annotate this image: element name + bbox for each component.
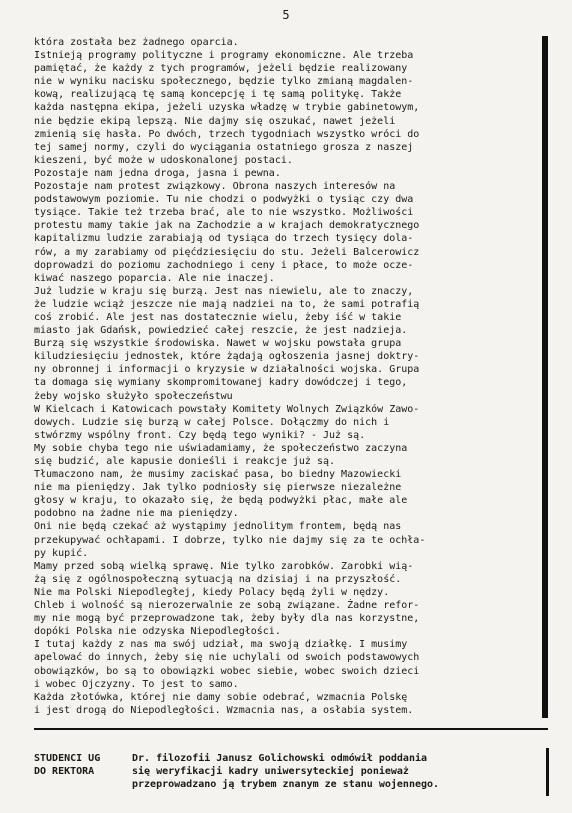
text-line: I tutaj każdy z nas ma swój udział, ma swoją działkę. I musimy [34,639,408,651]
text-line: Istnieją programy polityczne i programy ekonomiczne. Ale trzeba [34,50,414,62]
text-line: się budzić, ale kapusie donieśli i reakcje już są. [34,456,336,467]
notice-text [132,752,552,792]
text-line: tysiące. Takie też trzeba brać, ale to nie wszystko. Możliwości [34,207,414,219]
text-line: przekupywać ochłapami. I dobrze, tylko nie dajmy się za te ochła- [34,534,426,546]
notice-rule [546,748,549,796]
text-line: Tłumaczono nam, że musimy zaciskać pasa, bo biedny Mazowiecki [34,469,402,481]
text-line: kiwać naszego poparcia. Ale nie inaczej. [34,272,275,284]
text-line: Oni nie będą czekać aż wystąpimy jednolitym frontem, będą nas [34,521,402,533]
text-line: która została bez żadnego oparcia. [34,37,239,48]
text-line: żą się z ogólnospołeczną sytuacją na dzisiaj i na przyszłość. [34,573,402,585]
text-line: kapitalizmu ludzie zarabiają od tysiąca do trzech tysięcy dola- [34,233,414,245]
horizontal-rule [34,728,548,730]
text-line: tej samej normy, czyli do wyciągania ostatniego grosza z naszej [34,141,414,153]
text-line: podstawowym poziomie. Tu nie chodzi o podwyżki o tysiąc czy dwa [34,194,414,206]
notice-heading-line: DO REKTORA [34,766,95,777]
text-line: dowych. Ludzie się burzą w całej Polsce. Dołączmy do nich i [34,416,390,428]
text-line: doprowadzi do poziomu zachodniego i ceny i płace, to może ocze- [34,259,414,271]
text-line: nie w wyniku nacisku społecznego, będzie tylko zmianą magdalen- [34,76,414,88]
text-line: Nie ma Polski Niepodległej, kiedy Polacy będą żyli w nędzy. [34,586,390,598]
text-line: My sobie chyba tego nie uświadamiamy, że społeczeństwo zaczyna [34,442,408,454]
notice-line: się weryfikacji kadry uniwersyteckiej ponieważ [132,766,409,778]
text-line: dopóki Polska nie odzyska Niepodległości. [34,626,281,638]
text-line: Pozostaje nam protest związkowy. Obrona naszych interesów na [34,181,396,193]
text-line: stwórzmy wspólny front. Czy będą tego wyniki? - Już są. [34,429,366,441]
text-line: żeby wojsko służyło społeczeństwu [34,390,233,402]
text-line: każda następna ekipa, jeżeli uzyska władzę w trybie gabinetowym, [34,102,420,114]
notice-line: przeprowadzano ją trybem znanym ze stanu wojennego. [132,779,440,791]
text-line: i wobec Ojczyzny. To jest to samo. [34,678,239,690]
page-number: 5 [282,8,290,22]
text-line: Już ludzie w kraju się burzą. Jest nas niewielu, ale to znaczy, [34,285,414,297]
text-line: nie ma pieniędzy. Jak tylko podniosły się pierwsze niezależne [34,482,402,494]
notice-heading [34,752,122,778]
text-line: py kupić. [34,547,89,559]
text-line: ny obronnej i informacji o kryzysie w działalności wojska. Grupa [34,364,420,376]
vertical-rule [542,36,548,718]
text-line: my nie mogą być przeprowadzone tak, żeby były dla nas korzystne, [34,613,420,625]
text-line: zmienią się hasła. Po dwóch, trzech tygodniach wszystko wróci do [34,128,420,140]
text-line: pamiętać, że każdy z tych programów, jeżeli będzie realizowany [34,63,408,75]
text-line: podobno na żadne nie ma pieniędzy. [34,508,239,520]
text-line: apelować do innych, żeby się nie uchylali od swoich podstawowych [34,652,420,664]
text-line: Pozostaje nam jedna droga, jasna i pewna. [34,167,281,179]
notice-heading-line: STUDENCI UG [34,753,101,764]
text-line: protestu mamy takie jak na Zachodzie a w krajach demokratycznego [34,220,420,232]
text-line: Chleb i wolność są nierozerwalnie ze sobą związane. Żadne refor- [34,600,420,612]
text-line: rów, a my zarabiamy od pięćdziesięciu do stu. Jeżeli Balcerowicz [34,246,420,258]
text-line: kową, realizującą tę samą koncepcję i tę samą politykę. Także [34,89,402,101]
notice-line: Dr. filozofii Janusz Golichowski odmówił poddania [132,753,428,764]
text-line: Każda złotówka, której nie damy sobie odebrać, wzmacnia Polskę [34,691,408,703]
text-line: Mamy przed sobą wielką sprawę. Nie tylko zarobków. Zarobki wią- [34,560,414,572]
text-line: Burzą się wszystkie środowiska. Nawet w wojsku powstała grupa [34,338,402,350]
text-line: że ludzie wciąż jeszcze nie mają nadziei na to, że sami potrafią [34,298,420,310]
article-body [34,36,534,717]
text-line: kieszeni, być może w udoskonalonej postaci. [34,154,293,166]
text-line: coś zrobić. Ale jest nas dostatecznie wielu, żeby iść w takie [34,311,402,323]
text-line: W Kielcach i Katowicach powstały Komitety Wolnych Związków Zawo- [34,403,420,415]
text-line: miasto jak Gdańsk, powiedzieć całej reszcie, że jest nadzieja. [34,325,408,337]
text-line: ta domaga się wymiany skompromitowanej kadry dowódczej i tego, [34,377,408,389]
text-line: kiludziesięciu jednostek, które żądają ogłoszenia jasnej doktry- [34,351,420,363]
text-line: i jest drogą do Niepodległości. Wzmacnia nas, a osłabia system. [34,704,414,716]
text-line: nie będzie ekipą lepszą. Nie dajmy się oszukać, nawet jeżeli [34,115,396,127]
text-line: obowiązków, bo są to obowiązki wobec siebie, wobec swoich dzieci [34,665,420,677]
text-line: głosy w kraju, to okazało się, że będą podwyżki płac, małe ale [34,495,408,507]
